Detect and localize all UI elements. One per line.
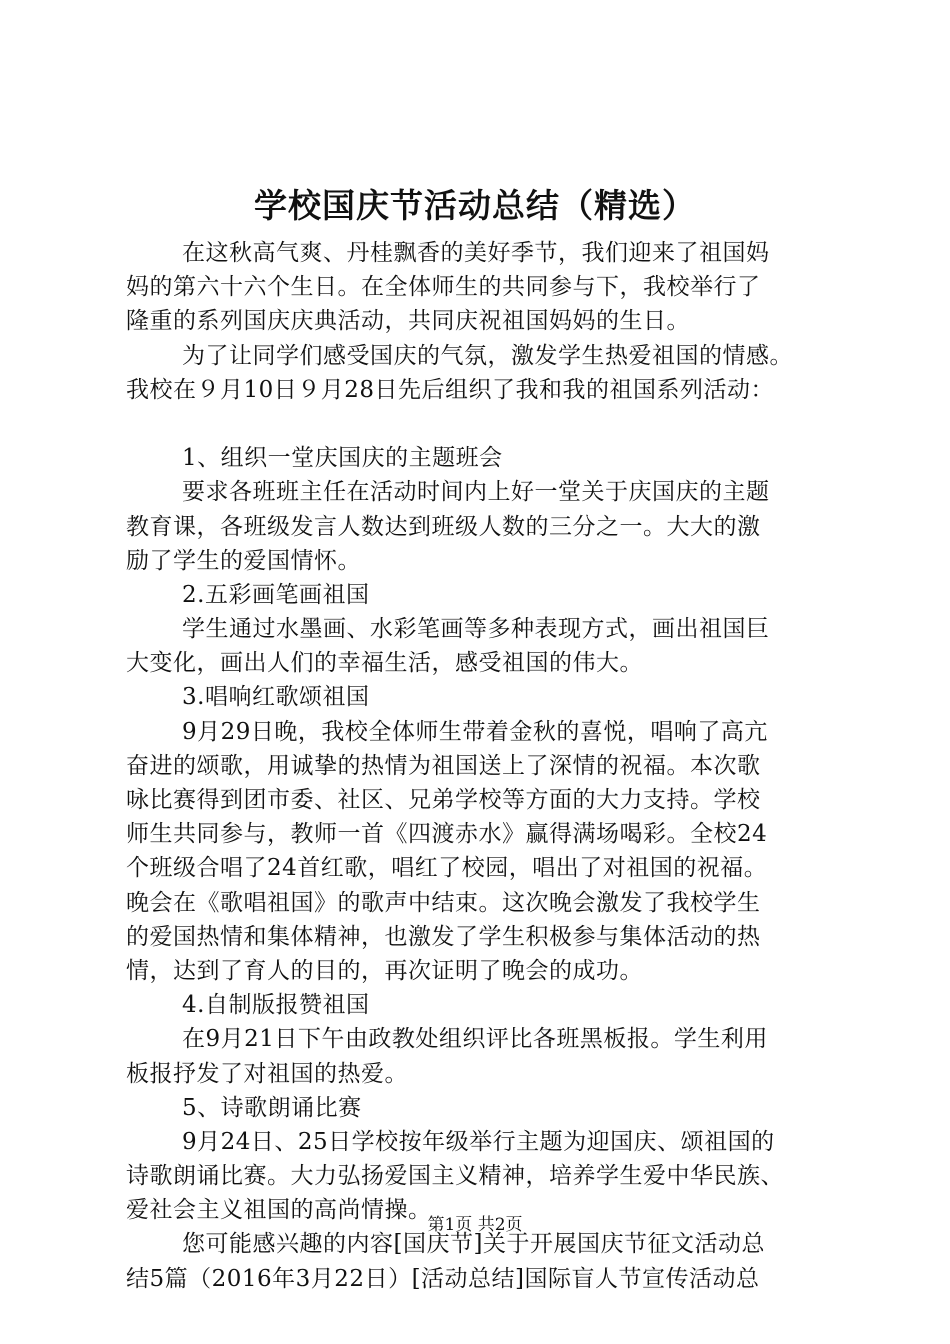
section-heading: 5、诗歌朗诵比赛 bbox=[182, 1094, 362, 1121]
document-title: 学校国庆节活动总结（精选） bbox=[254, 186, 696, 225]
related-content-line: 您可能感兴趣的内容[国庆节]关于开展国庆节征文活动总 bbox=[182, 1231, 765, 1258]
paragraph-line: 要求各班班主任在活动时间内上好一堂关于庆国庆的主题 bbox=[182, 479, 770, 506]
paragraph-line: 诗歌朗诵比赛。大力弘扬爱国主义精神，培养学生爱中华民族、 bbox=[126, 1163, 784, 1190]
paragraph-line: 励了学生的爱国情怀。 bbox=[126, 547, 361, 574]
paragraph-line: 在9月21日下午由政教处组织评比各班黑板报。学生利用 bbox=[182, 1026, 768, 1053]
paragraph-line: 师生共同参与，教师一首《四渡赤水》赢得满场喝彩。全校24 bbox=[126, 821, 768, 848]
paragraph-line: 妈的第六十六个生日。在全体师生的共同参与下，我校举行了 bbox=[126, 274, 761, 301]
paragraph-line: 教育课，各班级发言人数达到班级人数的三分之一。大大的激 bbox=[126, 513, 761, 540]
section-heading: 1、组织一堂庆国庆的主题班会 bbox=[182, 445, 503, 472]
paragraph-line: 的爱国热情和集体精神，也激发了学生积极参与集体活动的热 bbox=[126, 923, 761, 950]
paragraph-line: 学生通过水墨画、水彩笔画等多种表现方式，画出祖国巨 bbox=[182, 616, 770, 643]
document-body bbox=[126, 236, 836, 1296]
paragraph-line: 板报抒发了对祖国的热爱。 bbox=[126, 1060, 408, 1087]
paragraph-line: 奋进的颂歌，用诚挚的热情为祖国送上了深情的祝福。本次歌 bbox=[126, 752, 761, 779]
paragraph-line: 隆重的系列国庆庆典活动，共同庆祝祖国妈妈的生日。 bbox=[126, 308, 690, 335]
paragraph-line: 咏比赛得到团市委、社区、兄弟学校等方面的大力支持。学校 bbox=[126, 787, 761, 813]
paragraph-line: 在这秋高气爽、丹桂飘香的美好季节，我们迎来了祖国妈 bbox=[182, 240, 770, 266]
related-content-line: 结5篇（2016年3月22日）[活动总结]国际盲人节宣传活动总 bbox=[126, 1265, 760, 1292]
paragraph-line: 9月29日晚，我校全体师生带着金秋的喜悦，唱响了高亢 bbox=[182, 718, 768, 745]
page-number-footer: 第1页 共2页 bbox=[427, 1215, 523, 1235]
paragraph-line: 晚会在《歌唱祖国》的歌声中结束。这次晚会激发了我校学生 bbox=[126, 889, 761, 916]
paragraph-line: 9月24日、25日学校按年级举行主题为迎国庆、颂祖国的 bbox=[182, 1128, 775, 1155]
paragraph-line: 个班级合唱了24首红歌，唱红了校园，唱出了对祖国的祝福。 bbox=[126, 855, 768, 882]
section-heading: 4.自制版报赞祖国 bbox=[182, 992, 370, 1019]
paragraph-line: 情，达到了育人的目的，再次证明了晚会的成功。 bbox=[126, 957, 643, 984]
paragraph-line: 大变化，画出人们的幸福生活，感受祖国的伟大。 bbox=[126, 650, 643, 677]
section-heading: 3.唱响红歌颂祖国 bbox=[182, 684, 370, 711]
paragraph-line: 爱社会主义祖国的高尚情操。 bbox=[126, 1197, 432, 1224]
paragraph-gap bbox=[126, 407, 836, 441]
section-heading: 2.五彩画笔画祖国 bbox=[182, 581, 370, 608]
paragraph-line: 我校在９月10日９月28日先后组织了我和我的祖国系列活动： bbox=[126, 376, 775, 403]
paragraph-line: 为了让同学们感受国庆的气氛，激发学生热爱祖国的情感。 bbox=[182, 342, 793, 369]
